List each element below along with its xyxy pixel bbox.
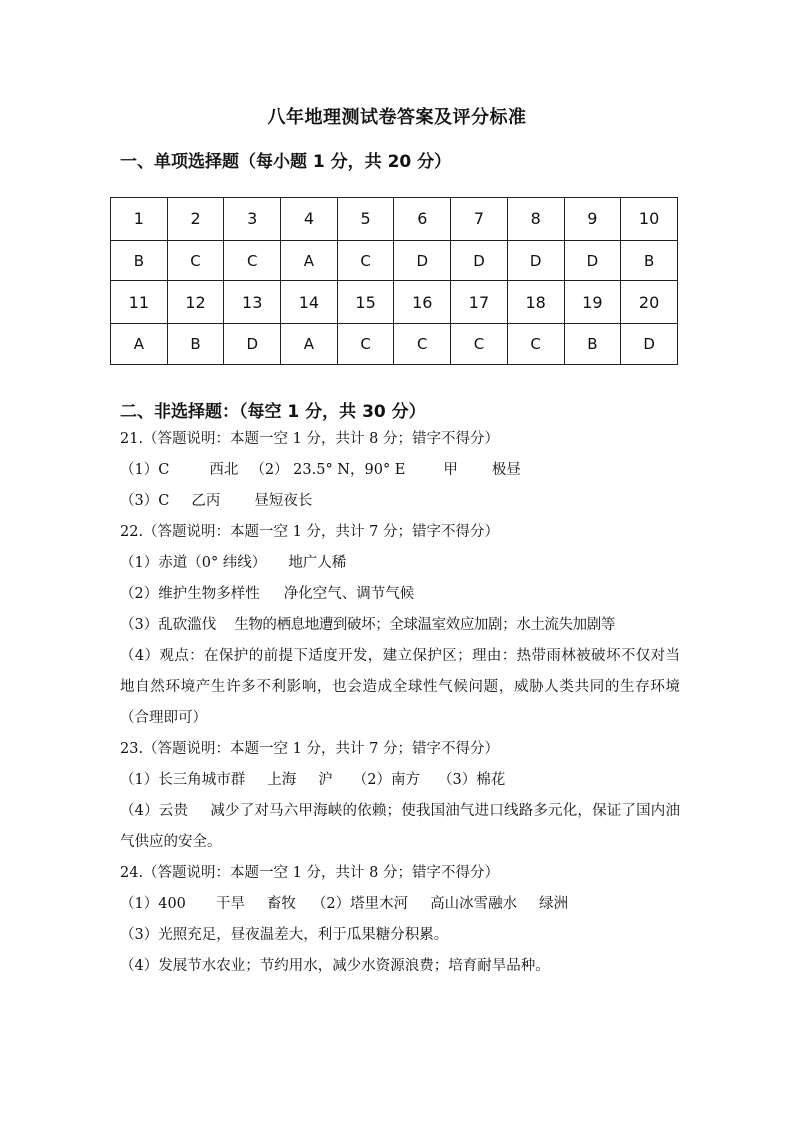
q24-line2: （3）光照充足，昼夜温差大，利于瓜果糖分积累。 xyxy=(120,927,449,943)
table-cell: 8 xyxy=(507,198,564,241)
answer-text: 减少了对马六甲海峡的依赖；使我国油气进口线路多元化，保证了国内油气供应的安全。 xyxy=(120,803,680,850)
table-cell: D xyxy=(507,240,564,281)
answer-text: 沪 xyxy=(318,772,333,788)
answer-text: 乙丙 xyxy=(191,493,221,509)
table-cell: 15 xyxy=(337,281,394,324)
table-cell: C xyxy=(167,240,224,281)
table-cell: B xyxy=(111,240,168,281)
q24-note: 24.（答题说明：本题一空 1 分，共计 8 分；错字不得分） xyxy=(120,865,499,881)
answer-text: （3）乱砍滥伐 xyxy=(120,617,217,633)
table-cell: C xyxy=(451,324,508,365)
answer-text: （1）C xyxy=(120,462,170,478)
table-cell: C xyxy=(224,240,281,281)
q23-line1 xyxy=(120,765,680,796)
section1-heading: 一、单项选择题（每小题 1 分，共 20 分） xyxy=(120,152,452,172)
answer-text: 西北 xyxy=(209,462,239,478)
table-cell: 6 xyxy=(394,198,451,241)
q23-note: 23.（答题说明：本题一空 1 分，共计 7 分；错字不得分） xyxy=(120,741,499,757)
table-cell: 17 xyxy=(451,281,508,324)
answer-text: 绿洲 xyxy=(539,896,569,912)
table-cell: 20 xyxy=(621,281,678,324)
q22-note: 22.（答题说明：本题一空 1 分，共计 7 分；错字不得分） xyxy=(120,524,499,540)
table-cell: 13 xyxy=(224,281,281,324)
section2-heading: 二、非选择题：（每空 1 分，共 30 分） xyxy=(120,402,426,422)
table-row xyxy=(111,324,678,365)
answer-text: 极昼 xyxy=(491,462,521,478)
table-cell: B xyxy=(167,324,224,365)
answer-text: 地广人稀 xyxy=(288,555,347,571)
table-cell: D xyxy=(621,324,678,365)
answer-text: （3）棉花 xyxy=(437,772,506,788)
table-cell: D xyxy=(394,240,451,281)
table-cell: C xyxy=(337,240,394,281)
q24-line3: （4）发展节水农业；节约用水，减少水资源浪费；培育耐旱品种。 xyxy=(120,958,550,974)
answer-text: （1）赤道（0° 纬线） xyxy=(120,555,267,571)
table-cell: B xyxy=(621,240,678,281)
q21-note: 21.（答题说明：本题一空 1 分，共计 8 分；错字不得分） xyxy=(120,431,499,447)
table-cell: 3 xyxy=(224,198,281,241)
table-cell: 1 xyxy=(111,198,168,241)
table-cell: 10 xyxy=(621,198,678,241)
table-cell: 7 xyxy=(451,198,508,241)
table-cell: B xyxy=(564,324,621,365)
answers-body xyxy=(120,424,680,982)
table-cell: 9 xyxy=(564,198,621,241)
answer-text: （3）C xyxy=(120,493,170,509)
answer-text: 净化空气、调节气候 xyxy=(283,586,415,602)
table-cell: 12 xyxy=(167,281,224,324)
q23-line2 xyxy=(120,796,680,858)
answer-text: （4）云贵 xyxy=(120,803,189,819)
answer-text: （2）南方 xyxy=(352,772,420,788)
table-cell: 5 xyxy=(337,198,394,241)
table-cell: 4 xyxy=(281,198,338,241)
answer-text: （2） 23.5° N，90° E xyxy=(250,462,406,478)
table-cell: A xyxy=(281,324,338,365)
table-cell: 16 xyxy=(394,281,451,324)
table-cell: 14 xyxy=(281,281,338,324)
answer-text: 昼短夜长 xyxy=(254,493,313,509)
q22-line3 xyxy=(120,610,680,641)
table-row xyxy=(111,240,678,281)
answer-text: 上海 xyxy=(267,772,297,788)
answer-text: （2）维护生物多样性 xyxy=(120,586,260,602)
answer-table xyxy=(110,197,678,365)
table-cell: 19 xyxy=(564,281,621,324)
answer-text: 畜牧 xyxy=(266,896,296,912)
page-title: 八年地理测试卷答案及评分标准 xyxy=(267,107,527,128)
q22-line4: （4）观点：在保护的前提下适度开发，建立保护区；理由：热带雨林被破坏不仅对当地自然环境产生许多不利影响，也会造成全球性气候问题，威胁人类共同的生存环境（合理即可） xyxy=(120,648,680,726)
table-cell: C xyxy=(394,324,451,365)
table-row xyxy=(111,281,678,324)
table-cell: 2 xyxy=(167,198,224,241)
q24-line1 xyxy=(120,889,680,920)
table-cell: D xyxy=(224,324,281,365)
q22-line2 xyxy=(120,579,680,610)
table-cell: C xyxy=(507,324,564,365)
table-cell: 18 xyxy=(507,281,564,324)
table-cell: A xyxy=(111,324,168,365)
table-cell: A xyxy=(281,240,338,281)
table-cell: 11 xyxy=(111,281,168,324)
answer-text: 甲 xyxy=(443,462,458,478)
table-cell: D xyxy=(451,240,508,281)
answer-text: （1）长三角城市群 xyxy=(120,772,246,788)
answer-text: 高山冰雪融水 xyxy=(430,896,518,912)
answer-text: 干旱 xyxy=(215,896,245,912)
answer-text: （1）400 xyxy=(120,896,186,912)
answer-text: （2）塔里木河 xyxy=(311,896,409,912)
q22-line1 xyxy=(120,548,680,579)
q21-line2 xyxy=(120,486,680,517)
table-row xyxy=(111,198,678,241)
answer-text: 生物的栖息地遭到破坏；全球温室效应加剧；水土流失加剧等 xyxy=(234,617,615,633)
q21-line1 xyxy=(120,455,680,486)
table-cell: C xyxy=(337,324,394,365)
table-cell: D xyxy=(564,240,621,281)
